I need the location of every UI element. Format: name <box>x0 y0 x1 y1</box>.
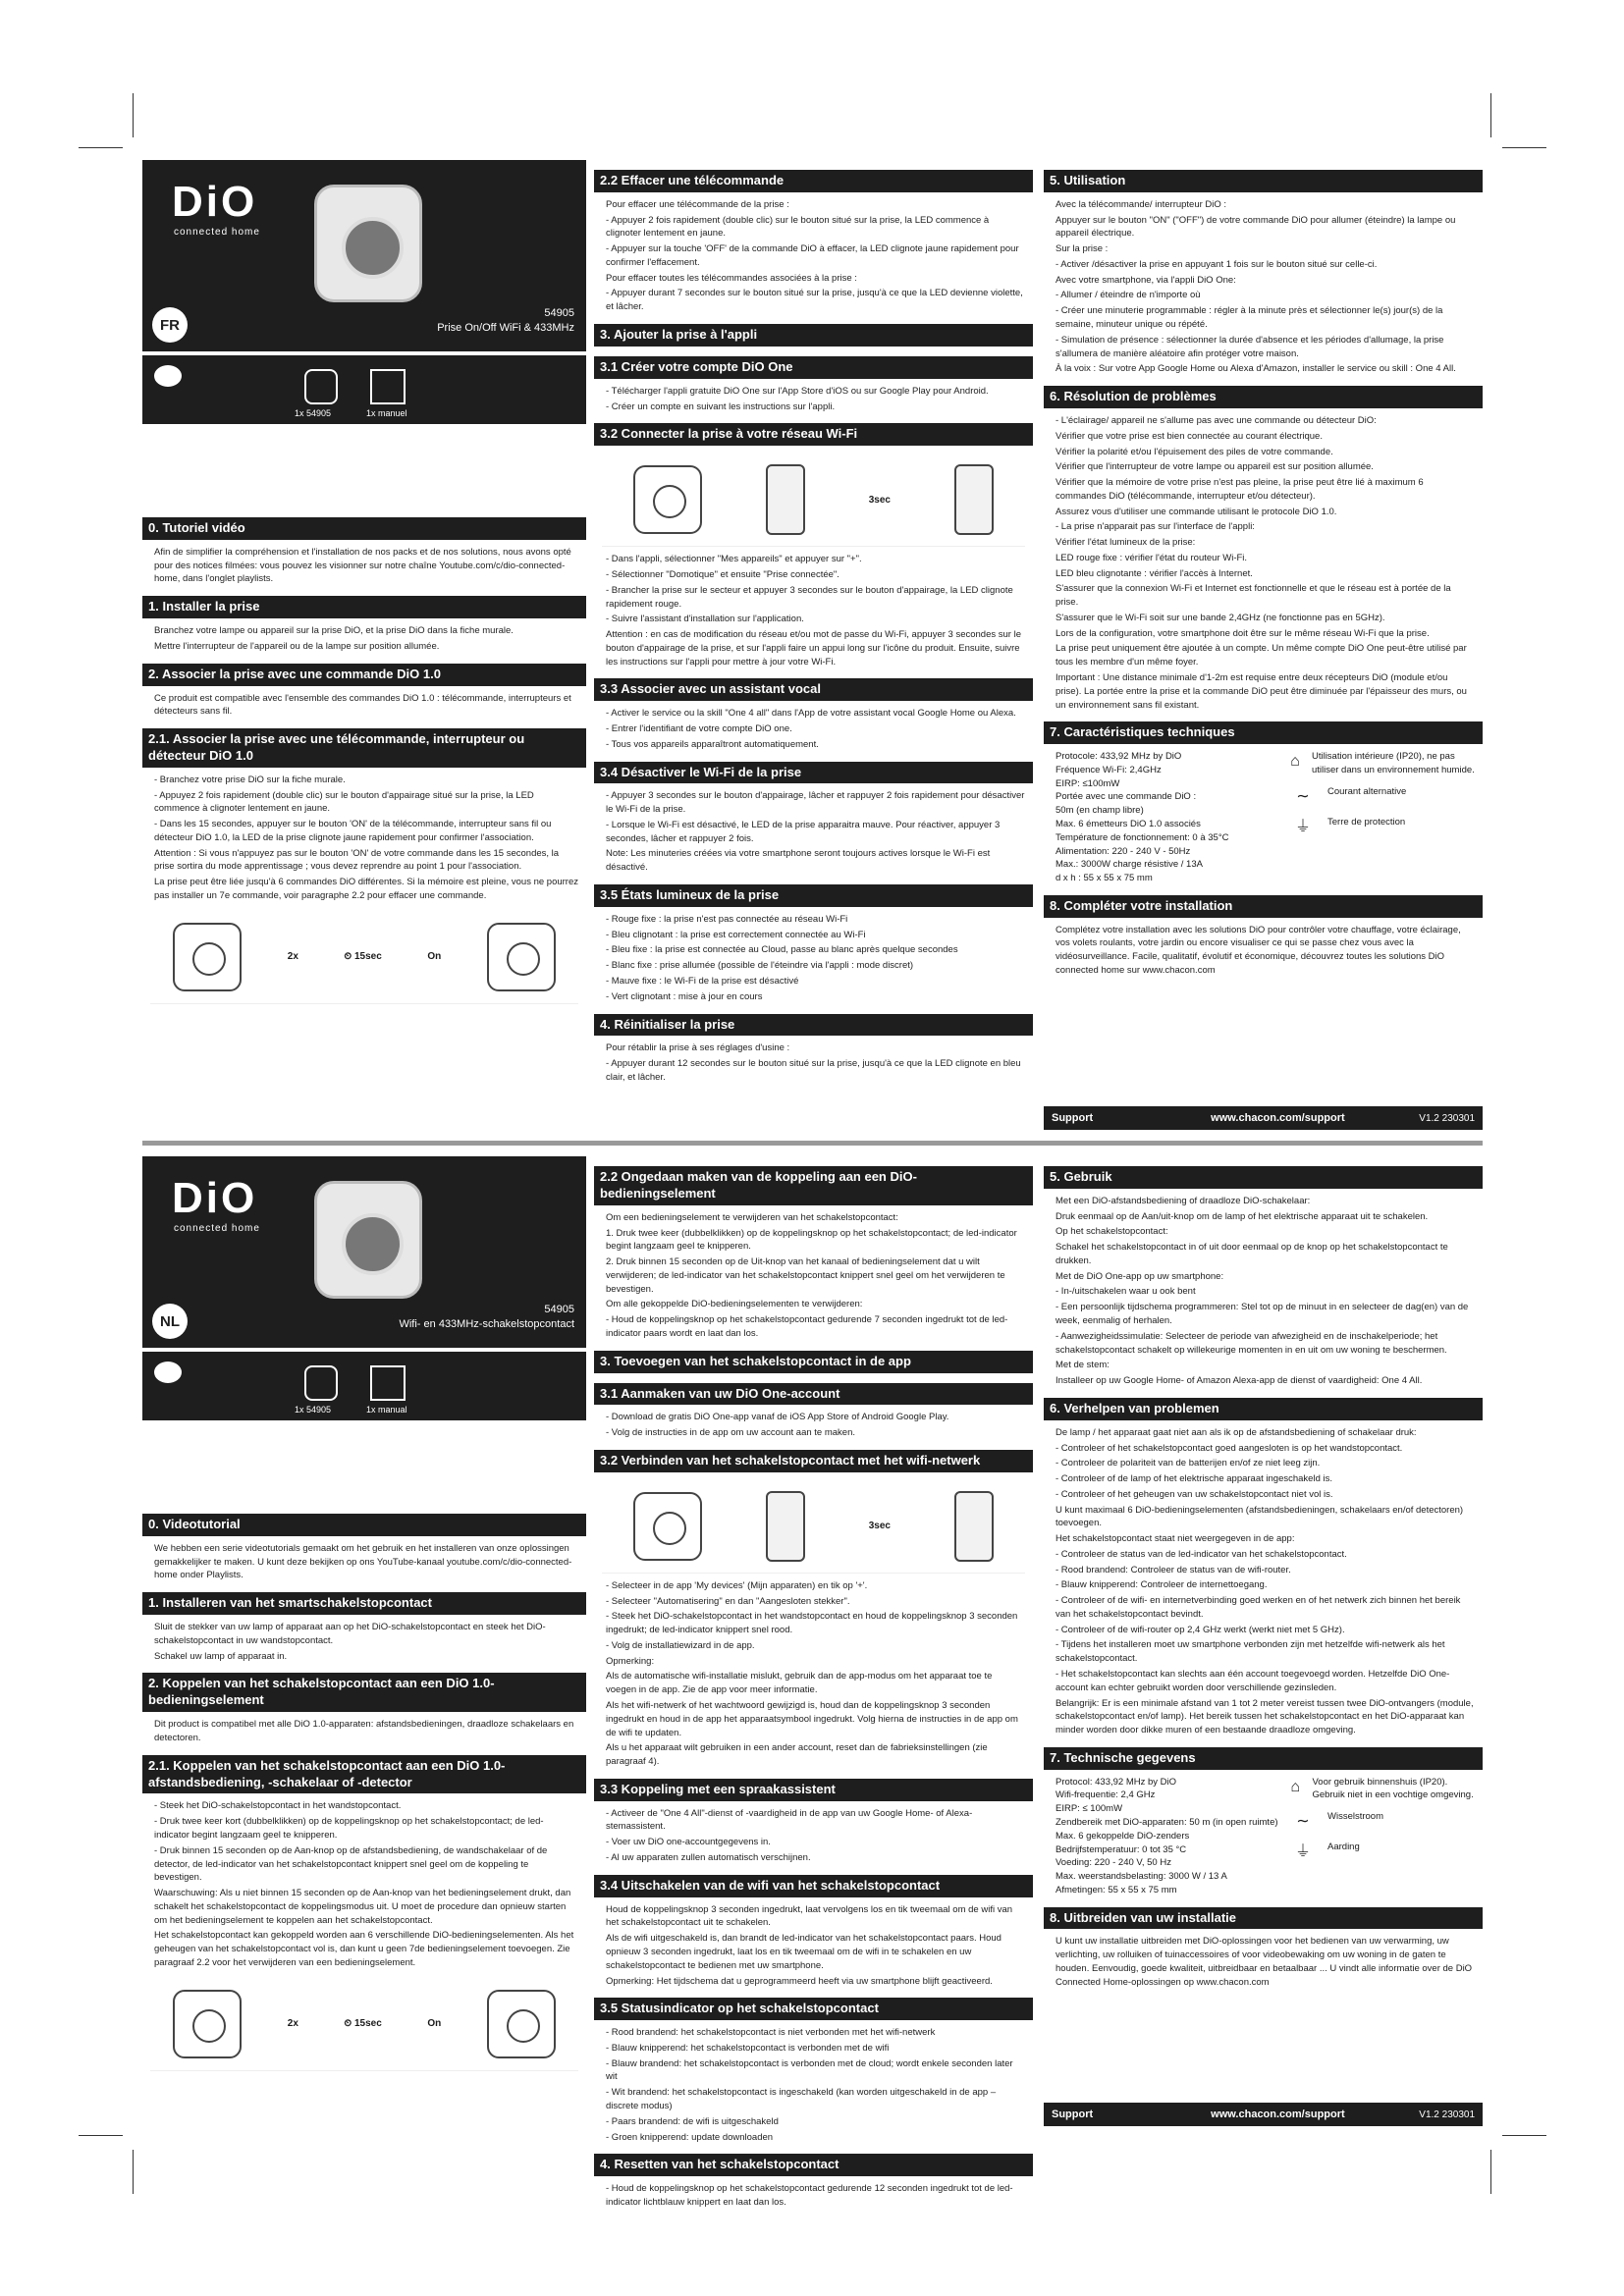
crop-mark <box>1490 2150 1491 2194</box>
spec-line: Protocol: 433,92 MHz by DiO <box>1056 1776 1177 1788</box>
section-title: 8. Compléter votre installation <box>1044 895 1483 918</box>
section-title: 4. Réinitialiser la prise <box>594 1014 1033 1037</box>
section-title: 2.2 Effacer une télécommande <box>594 170 1033 192</box>
box-item: 1x 54905 <box>295 408 332 418</box>
text-line: Schakel uw lamp of apparaat in. <box>154 1650 288 1662</box>
text-line: Complétez votre installation avec les solutions DiO pour contrôler votre chauffage, votre éclairage, vos volets roulants, votre jardin ou encore visualiser ce qui se passe chez vous avec la vidéosurveillance. Facile, qualitatif, évolutif et économique, découvrez toutes les solutions DiO connected home sur www.chacon.com <box>1056 924 1461 977</box>
crop-mark <box>1502 147 1546 148</box>
spec-line: Portée avec une commande DiO : <box>1056 791 1197 803</box>
text-line: - Paars brandend: de wifi is uitgeschakeld <box>606 2115 779 2127</box>
text-line: Als het wifi-netwerk of het wachtwoord gewijzigd is, houd dan de koppelingsknop 3 seconden ingedrukt en houd in de app het apparaatsymbool ingedrukt. Volg hierna de instructies in de app om de wifi te updaten. <box>606 1700 1018 1738</box>
section-title: 3.3 Associer avec un assistant vocal <box>594 678 1033 701</box>
text-line: Op het schakelstopcontact: <box>1056 1226 1168 1238</box>
page-divider <box>142 1141 1483 1146</box>
nl-column-2 <box>594 1156 1033 2208</box>
text-line: Attention : en cas de modification du réseau et/ou mot de passe du Wi-Fi, appuyer 3 secondes sur le bouton d'appairage de la prise, et sur l'appli faire un appui long sur l'icône du produit. Ensuite, suivre les instructions sur l'appli pour mettre à jour votre Wi-Fi. <box>606 629 1021 667</box>
text-line: Waarschuwing: Als u niet binnen 15 seconden op de Aan-knop van het bedieningselement drukt, dan schakelt het schakelstopcontact de koppelingsmodus uit. U moet de procedure dan opnieuw starten om het bedieningselement te koppelen aan het schakelstopcontact. <box>154 1888 571 1926</box>
section-body <box>594 1205 1033 1341</box>
text-line: Vérifier que l'interrupteur de votre lampe ou appareil est sur position allumée. <box>1056 461 1374 473</box>
spec-line: Fréquence Wi-Fi: 2,4GHz <box>1056 764 1162 775</box>
page-fr <box>142 160 1483 1130</box>
text-line: - Een persoonlijk tijdschema programmeren: Stel tot op de minuut in en selecteer de dag(en) van de week, eenmalig of herhalen. <box>1056 1302 1469 1327</box>
text-line: Om alle gekoppelde DiO-bedieningselementen te verwijderen: <box>606 1299 863 1310</box>
section-title: 2.1. Koppelen van het schakelstopcontact aan een DiO 1.0-afstandsbediening, -schakelaar of -detector <box>142 1755 586 1794</box>
nl-column-1 <box>142 1156 586 2126</box>
spec-line: Max. 6 gekoppelde DiO-zenders <box>1056 1830 1190 1842</box>
figure-label: 2x <box>287 2018 298 2030</box>
text-line: - Controleer de status van de led-indicator van het schakelstopcontact. <box>1056 1548 1347 1560</box>
section-body <box>594 701 1033 751</box>
section-title: 3.2 Verbinden van het schakelstopcontact met het wifi-netwerk <box>594 1450 1033 1472</box>
section-body <box>594 2020 1033 2144</box>
text-line: - Aanwezigheidssimulatie: Selecteer de periode van afwezigheid en de inschakelperiode; het schakelstopcontact schakelt op willekeurige momenten in en uit om uw woning te beschermen. <box>1056 1330 1447 1356</box>
text-line: - Tijdens het installeren moet uw smartphone verbonden zijn met hetzelfde wifi-netwerk als het schakelstopcontact. <box>1056 1639 1445 1665</box>
nl-cover <box>142 1156 586 1348</box>
section-body <box>142 686 586 720</box>
text-line: - Druk binnen 15 seconden op de Aan-knop op de afstandsbediening, de wandschakelaar of de detector, de led-indicator van het schakelstopcontact knippert snel geel om de koppeling te bevestigen. <box>154 1844 548 1884</box>
wifi-figure <box>602 1480 1025 1574</box>
section-title: 1. Installeren van het smartschakelstopcontact <box>142 1592 586 1615</box>
text-line: Belangrijk: Er is een minimale afstand van 1 tot 2 meter vereist tussen twee DiO-ontvangers (module, schakelstopcontact en/of lamp). Het bereik tussen het schakelstopcontact en het DiO-apparaat kan minder worden door dikke muren of een bestaande draadloze omgeving. <box>1056 1697 1474 1736</box>
text-line: La prise peut uniquement être ajoutée à un compte. Un même compte DiO One peut-être utilisé par tous les membre d'un même foyer. <box>1056 643 1467 668</box>
text-line: - In-/uitschakelen waar u ook bent <box>1056 1286 1196 1298</box>
crop-mark <box>1502 2135 1546 2136</box>
box-item: 1x manual <box>366 1405 407 1415</box>
ac-current-icon: ∼ <box>1296 787 1310 805</box>
text-line: Houd de koppelingsknop 3 seconden ingedrukt, laat vervolgens los en tik tweemaal om de wifi van het schakelstopcontact uit te schakelen. <box>606 1903 1013 1929</box>
text-line: Schakel het schakelstopcontact in of uit door eenmaal op de knop op het schakelstopcontact te drukken. <box>1056 1242 1448 1266</box>
section-body <box>142 1712 586 1745</box>
spec-line: Température de fonctionnement: 0 à 35°C <box>1056 831 1229 843</box>
figure-label: 2x <box>287 951 298 963</box>
text-line: - Mauve fixe : le Wi-Fi de la prise est désactivé <box>606 975 799 987</box>
text-line: De lamp / het apparaat gaat niet aan als ik op de afstandsbediening of schakelaar druk: <box>1056 1426 1417 1438</box>
footer-version: V1.2 230301 <box>1419 1112 1475 1124</box>
spec-line: d x h : 55 x 55 x 75 mm <box>1056 873 1153 884</box>
text-line: - Appuyer sur la touche 'OFF' de la commande DiO à effacer, la LED clignote jaune rapidement pour confirmer l'effacement. <box>606 243 1019 268</box>
section-body <box>142 1536 586 1582</box>
text-line: - Selecteer "Automatisering" en dan "Aangesloten stekker". <box>606 1595 850 1607</box>
text-line: - Steek het DiO-schakelstopcontact in het wandstopcontact en houd de koppelingsknop 3 seconden ingedrukt; de led-indicator knippert snel rood. <box>606 1611 1018 1636</box>
spec-line: Wifi-frequentie: 2,4 GHz <box>1056 1789 1156 1801</box>
text-line: - Controleer of het geheugen van uw schakelstopcontact niet vol is. <box>1056 1488 1333 1500</box>
plug-drawing <box>633 1492 702 1561</box>
spec-line: Max. weerstandsbelasting: 3000 W / 13 A <box>1056 1871 1227 1883</box>
text-line: - Rood brandend: Controleer de status van de wifi-router. <box>1056 1564 1291 1575</box>
text-line: - Bleu clignotant : la prise est correctement connectée au Wi-Fi <box>606 929 866 940</box>
symbol-row <box>1286 750 1475 777</box>
text-line: Assurez vous d'utiliser une commande utilisant le protocole DiO 1.0. <box>1056 506 1337 517</box>
plug-image <box>314 185 422 302</box>
text-line: - Brancher la prise sur le secteur et appuyer 3 secondes sur le bouton d'appairage, la LED clignote rapidement rouge. <box>606 584 1013 610</box>
section-title: 3.2 Connecter la prise à votre réseau Wi-Fi <box>594 423 1033 446</box>
text-line: - Rouge fixe : la prise n'est pas connectée au réseau Wi-Fi <box>606 913 848 925</box>
spec-line: Afmetingen: 55 x 55 x 75 mm <box>1056 1884 1177 1896</box>
section-title: 2.2 Ongedaan maken van de koppeling aan een DiO-bedieningselement <box>594 1166 1033 1205</box>
spec-line: Max.: 3000W charge résistive / 13A <box>1056 859 1203 871</box>
text-line: LED bleu clignotante : vérifier l'accès à Internet. <box>1056 567 1253 579</box>
section-body <box>1044 192 1483 376</box>
text-line: - Bleu fixe : la prise est connectée au Cloud, passe au blanc après quelque secondes <box>606 944 958 956</box>
text-line: - Simulation de présence : sélectionner la durée d'absence et les périodes d'allumage, la prise s'allumera de manière aléatoire afin protéger votre maison. <box>1056 334 1444 359</box>
section-body <box>142 540 586 586</box>
dio-tagline: connected home <box>174 227 260 238</box>
section-title: 3.4 Uitschakelen van de wifi van het schakelstopcontact <box>594 1875 1033 1897</box>
plug-image <box>314 1181 422 1299</box>
text-line: - Voer uw DiO one-accountgegevens in. <box>606 1837 771 1848</box>
text-line: - Dans les 15 secondes, appuyer sur le bouton 'ON' de la télécommande, interrupteur sans fil ou détecteur DiO 1.0, la LED de la prise clignote jaune rapidement pour confirmer l'association. <box>154 819 552 843</box>
phone-drawing <box>954 464 994 535</box>
section-title: 1. Installer la prise <box>142 596 586 618</box>
manual-icon <box>370 1365 406 1401</box>
text-line: Dit product is compatibel met alle DiO 1.0-apparaten: afstandsbedieningen, draadloze schakelaars en detectoren. <box>154 1719 574 1743</box>
text-line: - Steek het DiO-schakelstopcontact in het wandstopcontact. <box>154 1800 402 1812</box>
spec-line: EIRP: ≤100mW <box>1056 777 1120 789</box>
text-line: Om een bedieningselement te verwijderen van het schakelstopcontact: <box>606 1211 898 1223</box>
section-title: 0. Tutoriel vidéo <box>142 517 586 540</box>
spec-line: Protocole: 433,92 MHz by DiO <box>1056 751 1182 763</box>
crop-mark <box>79 147 123 148</box>
symbol-text: Voor gebruik binnenshuis (IP20). Gebruik niet in een vochtige omgeving. <box>1312 1776 1474 1801</box>
text-line: Vérifier la polarité et/ou l'épuisement des piles de votre commande. <box>1056 446 1333 457</box>
symbol-text: Aarding <box>1327 1842 1360 1853</box>
text-line: - Houd de koppelingsknop op het schakelstopcontact gedurende 12 seconden ingedrukt tot de led-indicator lichtblauw knippert en laat dan los. <box>606 2183 1013 2208</box>
text-line: Mettre l'interrupteur de l'appareil ou de la lampe sur position allumée. <box>154 640 440 652</box>
plug-drawing <box>487 923 556 991</box>
section-body <box>1044 1189 1483 1388</box>
figure-label: On <box>427 951 442 963</box>
section-title: 3.1 Aanmaken van uw DiO One-account <box>594 1383 1033 1406</box>
text-line: - Al uw apparaten zullen automatisch verschijnen. <box>606 1852 811 1864</box>
text-line: Afin de simplifier la compréhension et l'installation de nos packs et de nos solutions, nous avons opté pour des notices filmées: vous pouvez les visionner sur notre chaîne Youtube.com/c/dio-connected-home, dans l'onglet playlists. <box>154 546 571 585</box>
symbol-row <box>1286 1776 1475 1803</box>
footer-support: Support <box>1052 2109 1094 2120</box>
symbol-text: Courant alternative <box>1327 785 1407 797</box>
symbol-row <box>1286 1841 1475 1863</box>
text-line: - Blauw brandend: het schakelstopcontact is verbonden met de cloud; wordt enkele seconden later wit <box>606 2057 1013 2083</box>
section-title: 2. Koppelen van het schakelstopcontact aan een DiO 1.0-bedieningselement <box>142 1673 586 1712</box>
box-item: 1x 54905 <box>295 1405 332 1415</box>
section-body <box>1044 1929 1483 1989</box>
section-body <box>594 379 1033 414</box>
spec-line: 50m (en champ libre) <box>1056 805 1144 817</box>
footer-url: www.chacon.com/support <box>1211 2109 1345 2120</box>
section-title: 5. Utilisation <box>1044 170 1483 192</box>
spec-line: Alimentation: 220 - 240 V - 50Hz <box>1056 845 1191 857</box>
section-body <box>142 618 586 654</box>
text-line: - Activer /désactiver la prise en appuyant 1 fois sur le bouton situé sur celle-ci. <box>1056 258 1378 270</box>
text-line: - Controleer of de wifi-router op 2,4 GHz werkt (werkt niet met 5 GHz). <box>1056 1624 1345 1635</box>
text-line: - Selecteer in de app 'My devices' (Mijn apparaten) en tik op '+'. <box>606 1579 868 1591</box>
crop-mark <box>133 93 134 137</box>
figure-label: On <box>427 2018 442 2030</box>
plug-drawing <box>633 465 702 534</box>
text-line: - Controleer of de lamp of het elektrische apparaat ingeschakeld is. <box>1056 1473 1332 1485</box>
section-title: 3.5 États lumineux de la prise <box>594 884 1033 907</box>
text-line: Opmerking: <box>606 1655 655 1667</box>
text-line: Installeer op uw Google Home- of Amazon Alexa-app de dienst of vaardigheid: One 4 All. <box>1056 1375 1423 1387</box>
dio-logo: DiO <box>172 178 258 226</box>
text-line: - Volg de instructies in de app om uw account aan te maken. <box>606 1427 856 1439</box>
section-title: 3.1 Créer votre compte DiO One <box>594 356 1033 379</box>
spec-line: EIRP: ≤ 100mW <box>1056 1803 1123 1815</box>
text-line: Vérifier l'état lumineux de la prise: <box>1056 537 1196 549</box>
footer-version: V1.2 230301 <box>1419 2109 1475 2120</box>
text-line: Pour effacer toutes les télécommandes associées à la prise : <box>606 272 857 284</box>
wifi-figure <box>602 454 1025 547</box>
text-line: - L'éclairage/ appareil ne s'allume pas avec une commande ou détecteur DiO: <box>1056 414 1377 426</box>
figure-label: ⏲ 15sec <box>344 2018 382 2030</box>
crop-mark <box>1490 93 1491 137</box>
phone-drawing <box>766 464 805 535</box>
text-line: - Créer une minuterie programmable : régler à la minute près et sélectionner le(s) jour(s) de la semaine, minuteur unique ou répété. <box>1056 305 1443 331</box>
text-line: - Vert clignotant : mise à jour en cours <box>606 990 763 1002</box>
section-title: 7. Caractéristiques techniques <box>1044 721 1483 744</box>
figure-label: 3sec <box>868 494 891 506</box>
footer-url: www.chacon.com/support <box>1211 1112 1345 1124</box>
spec-line: Bedrijfstemperatuur: 0 tot 35 °C <box>1056 1843 1187 1855</box>
text-line: Het schakelstopcontact staat niet weergegeven in de app: <box>1056 1533 1295 1545</box>
plug-drawing <box>173 1990 242 2058</box>
section-body <box>1044 408 1483 712</box>
plug-icon <box>304 369 338 404</box>
language-badge: NL <box>152 1304 188 1339</box>
spec-line: Max. 6 émetteurs DiO 1.0 associés <box>1056 819 1201 829</box>
pairing-figure <box>150 911 578 1004</box>
text-line: Vérifier que la mémoire de votre prise n'est pas pleine, la prise peut être lié à maximum 6 commandes DiO (télécommande, interrupteur et/ou détecteur). <box>1056 477 1424 502</box>
ac-current-icon: ∼ <box>1296 1813 1310 1831</box>
plug-drawing <box>173 923 242 991</box>
plug-icon <box>304 1365 338 1401</box>
text-line: - La prise n'apparait pas sur l'interface de l'appli: <box>1056 521 1255 533</box>
section-title: 4. Resetten van het schakelstopcontact <box>594 2154 1033 2176</box>
text-line: - Blanc fixe : prise allumée (possible de l'éteindre via l'appli : mode discret) <box>606 960 914 972</box>
section-title: 7. Technische gegevens <box>1044 1747 1483 1770</box>
product-subtitle: Prise On/Off WiFi & 433MHz <box>437 322 574 334</box>
specs-list <box>1056 750 1286 885</box>
text-line: Druk eenmaal op de Aan/uit-knop om de lamp of het elektrische apparaat uit te schakelen. <box>1056 1210 1429 1222</box>
crop-mark <box>133 2150 134 2194</box>
text-line: - Volg de installatiewizard in de app. <box>606 1639 755 1651</box>
symbol-row <box>1286 816 1475 838</box>
section-body <box>594 907 1033 1004</box>
text-line: 1. Druk twee keer (dubbelklikken) op de koppelingsknop op het schakelstopcontact; de led-indicator begint langzaam geel te knipperen. <box>606 1227 1017 1253</box>
text-line: - Activeer de "One 4 All"-dienst of -vaardigheid in de app van uw Google Home- of Alexa-stemassistent. <box>606 1807 973 1833</box>
section-title: 5. Gebruik <box>1044 1166 1483 1189</box>
text-line: - Tous vos appareils apparaîtront automatiquement. <box>606 738 819 750</box>
fr-column-2 <box>594 160 1033 1130</box>
section-body <box>594 547 1033 668</box>
text-line: Het schakelstopcontact kan gekoppeld worden aan 6 verschillende DiO-bedieningselementen. Als het geheugen van het schakelstopcontact vol is, dan kunt u geen 7de bedieningselement toevoegen. Zie paragraaf 2.2 voor het verwijderen van een bedieningselement. <box>154 1930 574 1968</box>
text-line: - Druk twee keer kort (dubbelklikken) op de koppelingsknop op het schakelstopcontact; de led-indicator begint langzaam geel te knipperen. <box>154 1816 544 1841</box>
text-line: - Appuyez 2 fois rapidement (double clic) sur le bouton d'appairage situé sur la prise, la LED commence à clignoter lentement en jaune. <box>154 789 534 815</box>
spec-line: Zendbereik met DiO-apparaten: 50 m (in open ruimte) <box>1056 1817 1278 1828</box>
text-line: - Appuyer 2 fois rapidement (double clic) sur le bouton situé sur la prise, la LED commence à clignoter lentement en jaune. <box>606 214 990 240</box>
text-line: Opmerking: Het tijdschema dat u geprogrammeerd heeft via uw smartphone blijft geactiveerd. <box>606 1975 993 1987</box>
page-nl <box>142 1156 1483 2208</box>
section-body <box>142 1793 586 1969</box>
ground-icon: ⏚ <box>1294 818 1311 835</box>
product-ref: 54905 <box>544 1304 574 1315</box>
nl-column-3 <box>1044 1156 1483 2097</box>
plug-drawing <box>487 1990 556 2058</box>
text-line: Appuyer sur le bouton "ON" ("OFF") de votre commande DiO pour allumer (éteindre) la lampe ou appareil électrique. <box>1056 214 1456 240</box>
text-line: - Appuyer durant 7 secondes sur le bouton situé sur la prise, jusqu'à ce que la LED devienne violette, et lâcher. <box>606 288 1023 313</box>
fr-column-1 <box>142 160 586 1130</box>
text-line: S'assurer que le Wi-Fi soit sur une bande 2,4GHz (ne fonctionne pas en 5GHz). <box>1056 612 1385 623</box>
text-line: Avec la télécommande/ interrupteur DiO : <box>1056 198 1227 210</box>
text-line: - Lorsque le Wi-Fi est désactivé, le LED de la prise apparaitra mauve. Pour réactiver, appuyer 3 secondes, lâcher et rappuyer 2 fois. <box>606 819 1001 844</box>
text-line: - Wit brandend: het schakelstopcontact is ingeschakeld (kan worden uitgeschakeld in de app – discrete modus) <box>606 2087 997 2111</box>
text-line: We hebben een serie videotutorials gemaakt om het gebruik en het installeren van onze oplossingen gemakkelijker te maken. U kunt deze bekijken op ons YouTube-kanaal youtube.com/c/dio-connected-home onder Playlists. <box>154 1542 572 1581</box>
section-title: 0. Videotutorial <box>142 1514 586 1536</box>
section-body <box>594 1574 1033 1769</box>
fr-box-contents <box>142 355 586 424</box>
spec-line: Voeding: 220 - 240 V, 50 Hz <box>1056 1857 1171 1869</box>
text-line: Sluit de stekker van uw lamp of apparaat aan op het DiO-schakelstopcontact en steek het DiO-schakelstopcontact in uw wandstopcontact. <box>154 1622 546 1646</box>
symbol-text: Terre de protection <box>1327 816 1406 828</box>
text-line: - Créer un compte en suivant les instructions sur l'appli. <box>606 400 836 412</box>
phone-drawing <box>954 1491 994 1562</box>
section-body <box>1044 1420 1483 1737</box>
text-line: Met de stem: <box>1056 1360 1110 1371</box>
section-body <box>594 1405 1033 1440</box>
section-title: 2.1. Associer la prise avec une télécommande, interrupteur ou détecteur DiO 1.0 <box>142 728 586 768</box>
text-line: - Télécharger l'appli gratuite DiO One sur l'App Store d'iOS ou sur Google Play pour Android. <box>606 385 989 397</box>
text-line: - Blauw knipperend: het schakelstopcontact is verbonden met de wifi <box>606 2042 890 2054</box>
section-body <box>594 1897 1033 1989</box>
pairing-figure <box>150 1978 578 2071</box>
text-line: S'assurer que la connexion Wi-Fi et Internet est fonctionnelle et que le réseau est à portée de la prise. <box>1056 583 1451 609</box>
text-line: - Activer le service ou la skill "One 4 all" dans l'App de votre assistant vocal Google Home ou Alexa. <box>606 708 1016 720</box>
section-title: 3.3 Koppeling met een spraakassistent <box>594 1779 1033 1801</box>
box-item: 1x manuel <box>366 408 407 418</box>
specs-list <box>1056 1776 1286 1897</box>
text-line: Ce produit est compatible avec l'ensemble des commandes DiO 1.0 : télécommande, interrupteurs et détecteurs sans fil. <box>154 692 571 718</box>
text-line: À la voix : Sur votre App Google Home ou Alexa d'Amazon, installer le service ou skill : One 4 All. <box>1056 363 1456 375</box>
symbol-row <box>1286 785 1475 808</box>
section-body <box>594 1801 1033 1865</box>
text-line: - Allumer / éteindre de n'importe où <box>1056 290 1201 301</box>
text-line: - Groen knipperend: update downloaden <box>606 2131 774 2143</box>
text-line: - Appuyer 3 secondes sur le bouton d'appairage, lâcher et rappuyer 2 fois rapidement pour désactiver le Wi-Fi de la prise. <box>606 790 1025 816</box>
text-line: Vérifier que votre prise est bien connectée au courant électrique. <box>1056 430 1323 442</box>
tech-specs <box>1044 744 1483 885</box>
text-line: La prise peut être liée jusqu'à 6 commandes DiO différentes. Si la mémoire est pleine, vous ne pourrez pas installer un 7e commande, voir paragraphe 2.2 pour effacer une commande. <box>154 877 579 901</box>
text-line: U kunt uw installatie uitbreiden met DiO-oplossingen voor het bedienen van uw verwarming, uw verlichting, uw rolluiken of tuinaccessoires of voor videobewaking om uw woning in de gaten te houden. Eenvoudig, goede kwaliteit, uitbreidbaar en betaalbaar ... U vindt alle informatie over de DiO Connected Home-oplossingen op www.chacon.com <box>1056 1936 1473 1988</box>
symbols-list <box>1286 750 1475 885</box>
text-line: 2. Druk binnen 15 seconden op de Uit-knop van het kanaal of bedieningselement dat u wilt verwijderen; de led-indicator van het schakelstopcontact knippert snel geel om het verwijderen te bevestigen. <box>606 1256 1005 1295</box>
text-line: Pour effacer une télécommande de la prise : <box>606 198 789 210</box>
section-title: 3. Ajouter la prise à l'appli <box>594 324 1033 347</box>
house-icon: ⌂ <box>1290 753 1300 771</box>
text-line: - Download de gratis DiO One-app vanaf de iOS App Store of Android Google Play. <box>606 1412 949 1423</box>
text-line: - Appuyer durant 12 secondes sur le bouton situé sur la prise, jusqu'à ce que la LED clignote en bleu clair, et lâcher. <box>606 1058 1021 1083</box>
text-line: - Suivre l'assistant d'installation sur l'application. <box>606 614 804 625</box>
eagle-icon <box>154 365 182 387</box>
section-title: 2. Associer la prise avec une commande DiO 1.0 <box>142 664 586 686</box>
phone-drawing <box>766 1491 805 1562</box>
text-line: Sur la prise : <box>1056 243 1109 255</box>
section-body <box>594 783 1033 875</box>
text-line: Important : Une distance minimale d'1-2m est requise entre deux récepteurs DiO (module et/ou prise). La portée entre la prise et la commande DiO peut être diminuée par l'épaisseur des murs, ou un environnement sans fil existant. <box>1056 671 1467 711</box>
text-line: Als de wifi uitgeschakeld is, dan brandt de led-indicator van het schakelstopcontact paars. Houd opnieuw 3 seconden ingedrukt, laat los en tik tweemaal om de wifi in te schakelen en uw schakelstopcontact te bedienen met uw smartphone. <box>606 1933 1001 1971</box>
text-line: - Controleer de polariteit van de batterijen en/of ze niet leeg zijn. <box>1056 1458 1321 1469</box>
text-line: Als u het apparaat wilt gebruiken in een ander account, reset dan de fabrieksinstellingen (zie paragraaf 4). <box>606 1742 988 1768</box>
eagle-icon <box>154 1362 182 1383</box>
text-line: Pour rétablir la prise à ses réglages d'usine : <box>606 1042 790 1054</box>
footer-support: Support <box>1052 1112 1094 1124</box>
crop-mark <box>79 2135 123 2136</box>
symbol-text: Wisselstroom <box>1327 1811 1384 1823</box>
text-line: - Houd de koppelingsknop op het schakelstopcontact gedurende 7 seconden ingedrukt tot de led-indicator paars wordt en laat dan los. <box>606 1314 1008 1339</box>
section-body <box>142 1615 586 1663</box>
dio-tagline: connected home <box>174 1223 260 1234</box>
text-line: Met de DiO One-app op uw smartphone: <box>1056 1270 1224 1282</box>
text-line: LED rouge fixe : vérifier l'état du routeur Wi-Fi. <box>1056 552 1248 563</box>
figure-label: ⏲ 15sec <box>344 951 382 963</box>
section-body <box>594 192 1033 314</box>
ground-icon: ⏚ <box>1294 1843 1311 1861</box>
section-body <box>594 2176 1033 2210</box>
section-title: 3.4 Désactiver le Wi-Fi de la prise <box>594 762 1033 784</box>
text-line: - Sélectionner "Domotique" et ensuite "Prise connectée". <box>606 568 839 580</box>
fr-cover <box>142 160 586 351</box>
nl-box-contents <box>142 1352 586 1420</box>
product-subtitle: Wifi- en 433MHz-schakelstopcontact <box>399 1318 574 1330</box>
product-ref: 54905 <box>544 307 574 319</box>
language-badge: FR <box>152 307 188 343</box>
section-body <box>594 1036 1033 1084</box>
section-body <box>1044 918 1483 978</box>
text-line: Branchez votre lampe ou appareil sur la prise DiO, et la prise DiO dans la fiche murale. <box>154 625 514 637</box>
section-title: 3. Toevoegen van het schakelstopcontact in de app <box>594 1351 1033 1373</box>
figure-label: 3sec <box>868 1521 891 1532</box>
text-line: - Controleer of het schakelstopcontact goed aangesloten is op het wandstopcontact. <box>1056 1442 1403 1454</box>
text-line: - Controleer of de wifi- en internetverbinding goed werken en of het netwerk zich binnen het bereik van het schakelstopcontact bevindt. <box>1056 1595 1461 1620</box>
nl-footer <box>1044 2103 1483 2126</box>
house-icon: ⌂ <box>1290 1778 1301 1795</box>
text-line: Lors de la configuration, votre smartphone doit être sur le même réseau Wi-Fi que la prise. <box>1056 627 1430 639</box>
tech-specs <box>1044 1770 1483 1897</box>
fr-footer <box>1044 1106 1483 1130</box>
text-line: - Entrer l'identifiant de votre compte DiO one. <box>606 723 792 734</box>
fr-column-3 <box>1044 160 1483 1100</box>
symbol-text: Utilisation intérieure (IP20), ne pas utiliser dans un environnement humide. <box>1311 751 1475 775</box>
text-line: Als de automatische wifi-installatie mislukt, gebruik dan de app-modus om het apparaat toe te voegen in de app. Zie de app voor meer informatie. <box>606 1671 993 1696</box>
text-line: U kunt maximaal 6 DiO-bedieningselementen (afstandsbedieningen, schakelaars en/of detectoren) toevoegen. <box>1056 1504 1464 1529</box>
section-title: 6. Résolution de problèmes <box>1044 386 1483 408</box>
text-line: - Rood brandend: het schakelstopcontact is niet verbonden met het wifi-netwerk <box>606 2027 936 2039</box>
text-line: - Blauw knipperend: Controleer de internettoegang. <box>1056 1579 1268 1591</box>
section-body <box>142 768 586 903</box>
text-line: - Dans l'appli, sélectionner "Mes appareils" et appuyer sur "+". <box>606 554 862 565</box>
text-line: Attention : Si vous n'appuyez pas sur le bouton 'ON' de votre commande dans les 15 secondes, la prise sortira du mode apprentissage ; vous devez reprendre au point 1 pour l'association. <box>154 847 560 873</box>
symbols-list <box>1286 1776 1475 1897</box>
text-line: - Het schakelstopcontact kan slechts aan één account toegevoegd worden. Hetzelfde DiO One-account kan echter gebruikt worden door verschillende gezinsleden. <box>1056 1668 1450 1693</box>
text-line: Avec votre smartphone, via l'appli DiO One: <box>1056 274 1236 286</box>
text-line: Note: Les minuteries créées via votre smartphone seront toujours actives lorsque le Wi-Fi est désactivé. <box>606 848 991 874</box>
section-title: 3.5 Statusindicator op het schakelstopcontact <box>594 1998 1033 2020</box>
section-title: 8. Uitbreiden van uw installatie <box>1044 1907 1483 1930</box>
manual-icon <box>370 369 406 404</box>
text-line: Met een DiO-afstandsbediening of draadloze DiO-schakelaar: <box>1056 1195 1311 1206</box>
dio-logo: DiO <box>172 1174 258 1222</box>
text-line: - Branchez votre prise DiO sur la fiche murale. <box>154 774 346 785</box>
section-title: 6. Verhelpen van problemen <box>1044 1398 1483 1420</box>
symbol-row <box>1286 1810 1475 1833</box>
